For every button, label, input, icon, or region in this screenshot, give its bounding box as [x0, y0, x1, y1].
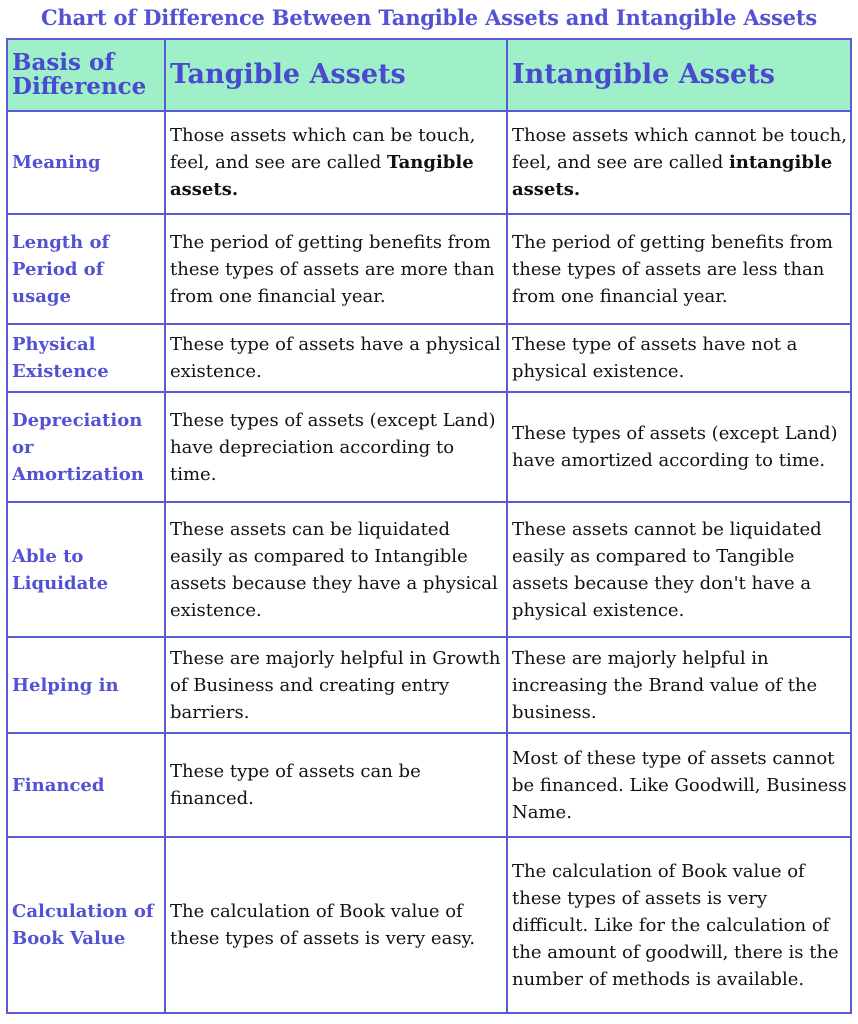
row-intangible: Most of these type of assets cannot be financed. Like Goodwill, Business Name. [507, 733, 851, 837]
row-intangible: These are majorly helpful in increasing the Brand value of the business. [507, 637, 851, 733]
row-basis: Length of Period of usage [7, 214, 165, 324]
row-intangible: The period of getting benefits from these types of assets are less than from one financial year. [507, 214, 851, 324]
row-basis: Depreciation or Amortization [7, 392, 165, 502]
row-tangible: These type of assets have a physical existence. [165, 324, 507, 392]
header-intangible: Intangible Assets [507, 39, 851, 111]
header-basis: Basis of Difference [7, 39, 165, 111]
table-row [7, 837, 851, 1013]
table-row [7, 111, 851, 214]
table-row [7, 637, 851, 733]
table-header-row [7, 39, 851, 111]
row-basis: Physical Existence [7, 324, 165, 392]
row-tangible: These assets can be liquidated easily as compared to Intangible assets because they have a physical existence. [165, 502, 507, 637]
table-row [7, 392, 851, 502]
row-tangible: The period of getting benefits from these types of assets are more than from one financial year. [165, 214, 507, 324]
row-tangible: These types of assets (except Land) have depreciation according to time. [165, 392, 507, 502]
cell-bold-text: intangible assets. [512, 152, 833, 200]
cell-text: Those assets which can be touch, feel, and see are called [170, 125, 476, 173]
row-intangible [507, 111, 851, 214]
row-intangible: The calculation of Book value of these types of assets is very difficult. Like for the calculation of the amount of goodwill, there is the number of methods is available. [507, 837, 851, 1013]
row-basis: Financed [7, 733, 165, 837]
row-tangible: These type of assets can be financed. [165, 733, 507, 837]
page-title: Chart of Difference Between Tangible Assets and Intangible Assets [41, 5, 817, 30]
row-basis: Calculation of Book Value [7, 837, 165, 1013]
row-intangible: These assets cannot be liquidated easily as compared to Tangible assets because they don't have a physical existence. [507, 502, 851, 637]
row-basis: Able to Liquidate [7, 502, 165, 637]
comparison-table [6, 38, 852, 1014]
row-basis: Helping in [7, 637, 165, 733]
row-intangible: These types of assets (except Land) have amortized according to time. [507, 392, 851, 502]
cell-text: Those assets which cannot be touch, feel, and see are called [512, 125, 847, 173]
table-row [7, 214, 851, 324]
table-row [7, 733, 851, 837]
table-row [7, 324, 851, 392]
row-basis: Meaning [7, 111, 165, 214]
row-tangible: The calculation of Book value of these types of assets is very easy. [165, 837, 507, 1013]
row-tangible [165, 111, 507, 214]
row-tangible: These are majorly helpful in Growth of Business and creating entry barriers. [165, 637, 507, 733]
cell-bold-text: Tangible assets. [170, 152, 474, 200]
row-intangible: These type of assets have not a physical existence. [507, 324, 851, 392]
header-tangible: Tangible Assets [165, 39, 507, 111]
table-row [7, 502, 851, 637]
